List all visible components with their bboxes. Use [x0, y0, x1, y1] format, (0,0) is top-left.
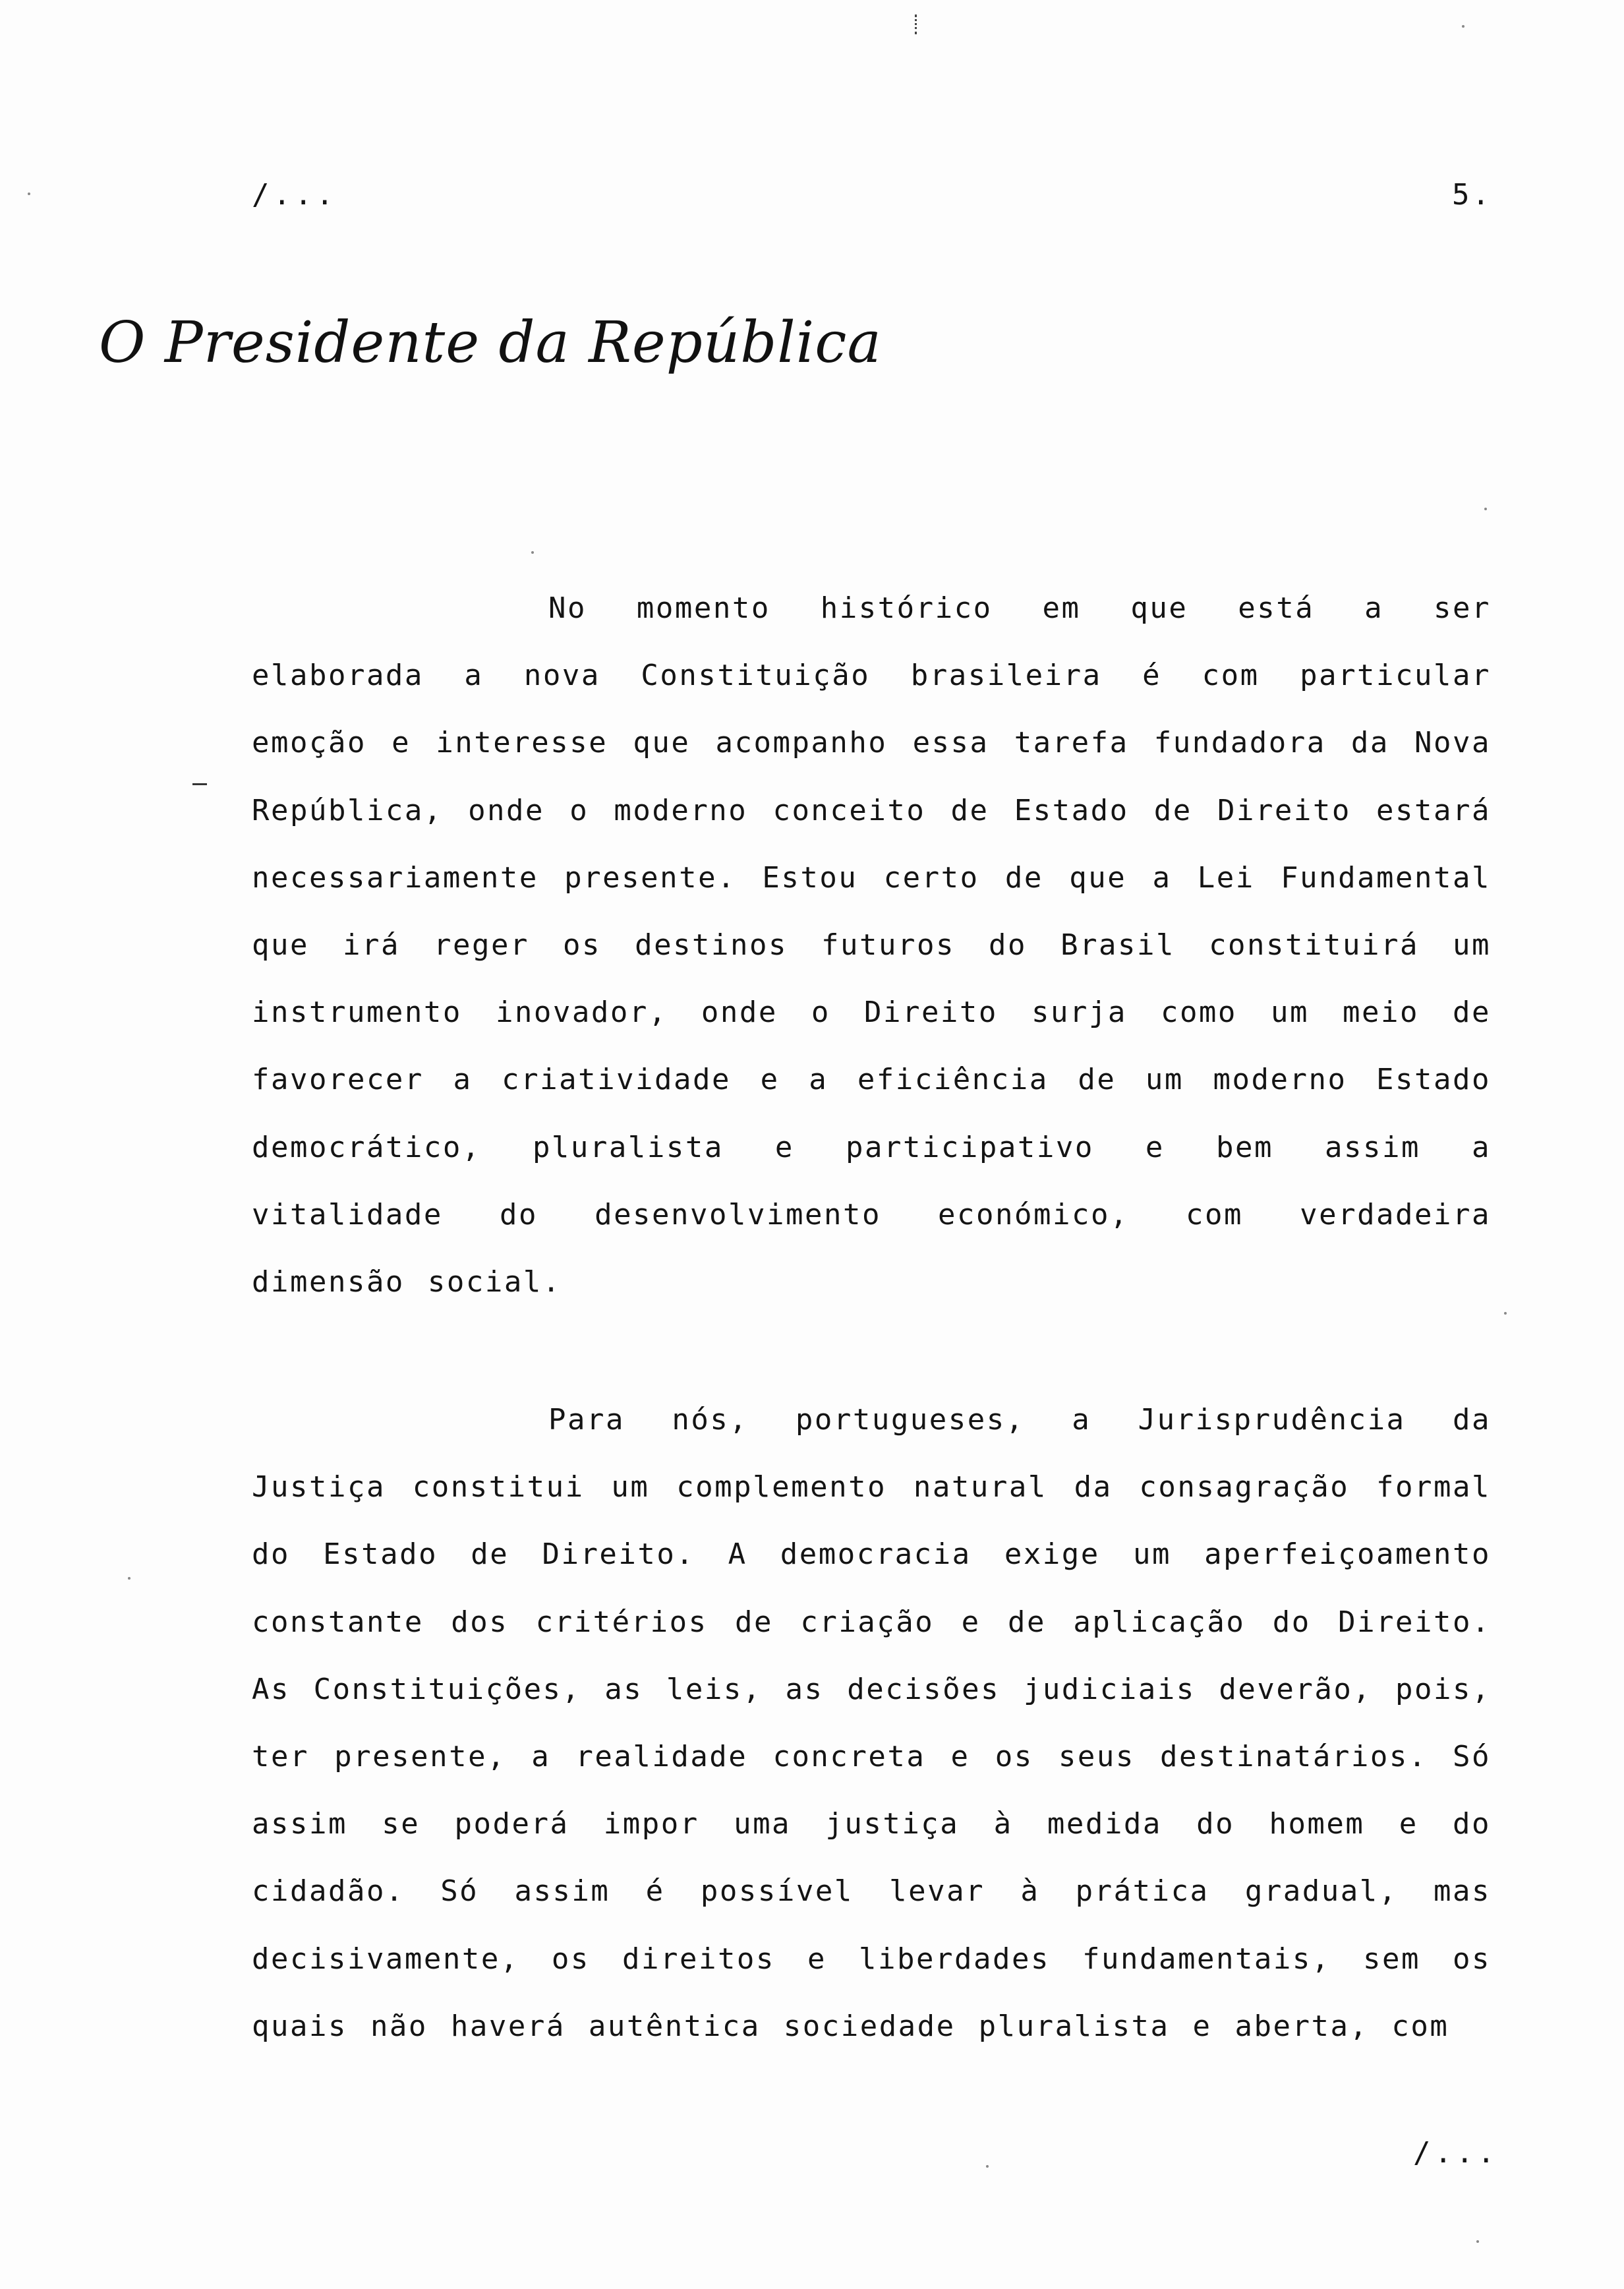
- paragraph-1: [252, 575, 1491, 1316]
- margin-mark: [192, 783, 207, 785]
- page-number: 5.: [1452, 178, 1492, 212]
- paragraph-1-text: No momento histórico em que está a ser elaborada a nova Constituição brasileira é com particular emoção e interesse que acompanho essa tarefa fundadora da Nova República, onde o moderno conceito de Estado de Direito estará necessariamente presente. Estou certo de que a Lei Fundamental que irá reger os destinos futuros do Brasil constituirá um instrumento inovador, onde o Direito surja como um meio de favorecer a criatividade e a eficiência de um moderno Estado democrático, pluralista e participativo e bem assim a vitalidade do desenvolvimento económico, com verdadeira dimensão social.: [252, 591, 1491, 1299]
- paragraph-2: [252, 1386, 1491, 2060]
- scan-mark: [915, 15, 919, 34]
- paragraph-2-text: Para nós, portugueses, a Jurisprudência da Justiça constitui um complemento natural da consagração formal do Estado de Direito. A democracia exige um aperfeiçoamento constante dos critérios de criação e de aplicação do Direito. As Constituições, as leis, as decisões judiciais deverão, pois, ter presente, a realidade concreta e os seus destinatários. Só assim se poderá impor uma justiça à medida do homem e do cidadão. Só assim é possível levar à prática gradual, mas decisivamente, os direitos e liberdades fundamentais, sem os quais não haverá autêntica sociedade pluralista e aberta, com: [252, 1403, 1491, 2043]
- continuation-mark-top: /...: [252, 178, 337, 212]
- letterhead-title: O Presidente da República: [99, 310, 882, 376]
- continuation-mark-bottom: /...: [1413, 2136, 1499, 2170]
